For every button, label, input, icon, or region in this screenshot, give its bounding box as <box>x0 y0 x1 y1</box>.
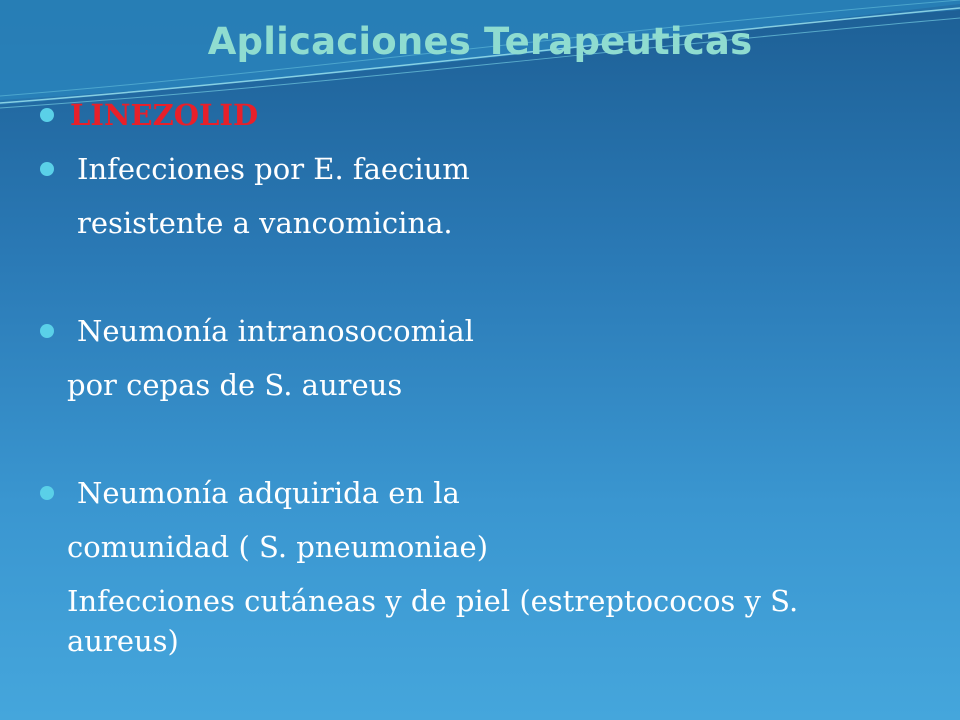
item-2-line-1: Neumonía intranosocomial <box>77 314 474 348</box>
item-1-line-1: Infecciones por E. faecium <box>77 152 470 186</box>
spacer <box>40 250 940 304</box>
bullet-icon <box>40 108 54 122</box>
bullet-item-3 <box>40 466 940 520</box>
bullet-icon <box>40 162 54 176</box>
item-1-line-2: resistente a vancomicina. <box>77 206 453 240</box>
bullet-icon <box>40 324 54 338</box>
drug-name: LINEZOLID <box>70 98 259 132</box>
item-3-line-3: Infecciones cutáneas y de piel (estreptococos y S. aureus) <box>67 584 799 658</box>
slide-body <box>40 88 940 661</box>
item-2-line-2: por cepas de S. aureus <box>67 368 403 402</box>
bullet-item-drug <box>40 88 940 142</box>
spacer <box>40 412 940 466</box>
bullet-icon <box>40 486 54 500</box>
item-3-line-1: Neumonía adquirida en la <box>77 476 460 510</box>
slide-title: Aplicaciones Terapeuticas <box>207 20 753 63</box>
bullet-item-1 <box>40 142 940 196</box>
bullet-item-2 <box>40 304 940 358</box>
item-3-line-2: comunidad ( S. pneumoniae) <box>67 530 489 564</box>
